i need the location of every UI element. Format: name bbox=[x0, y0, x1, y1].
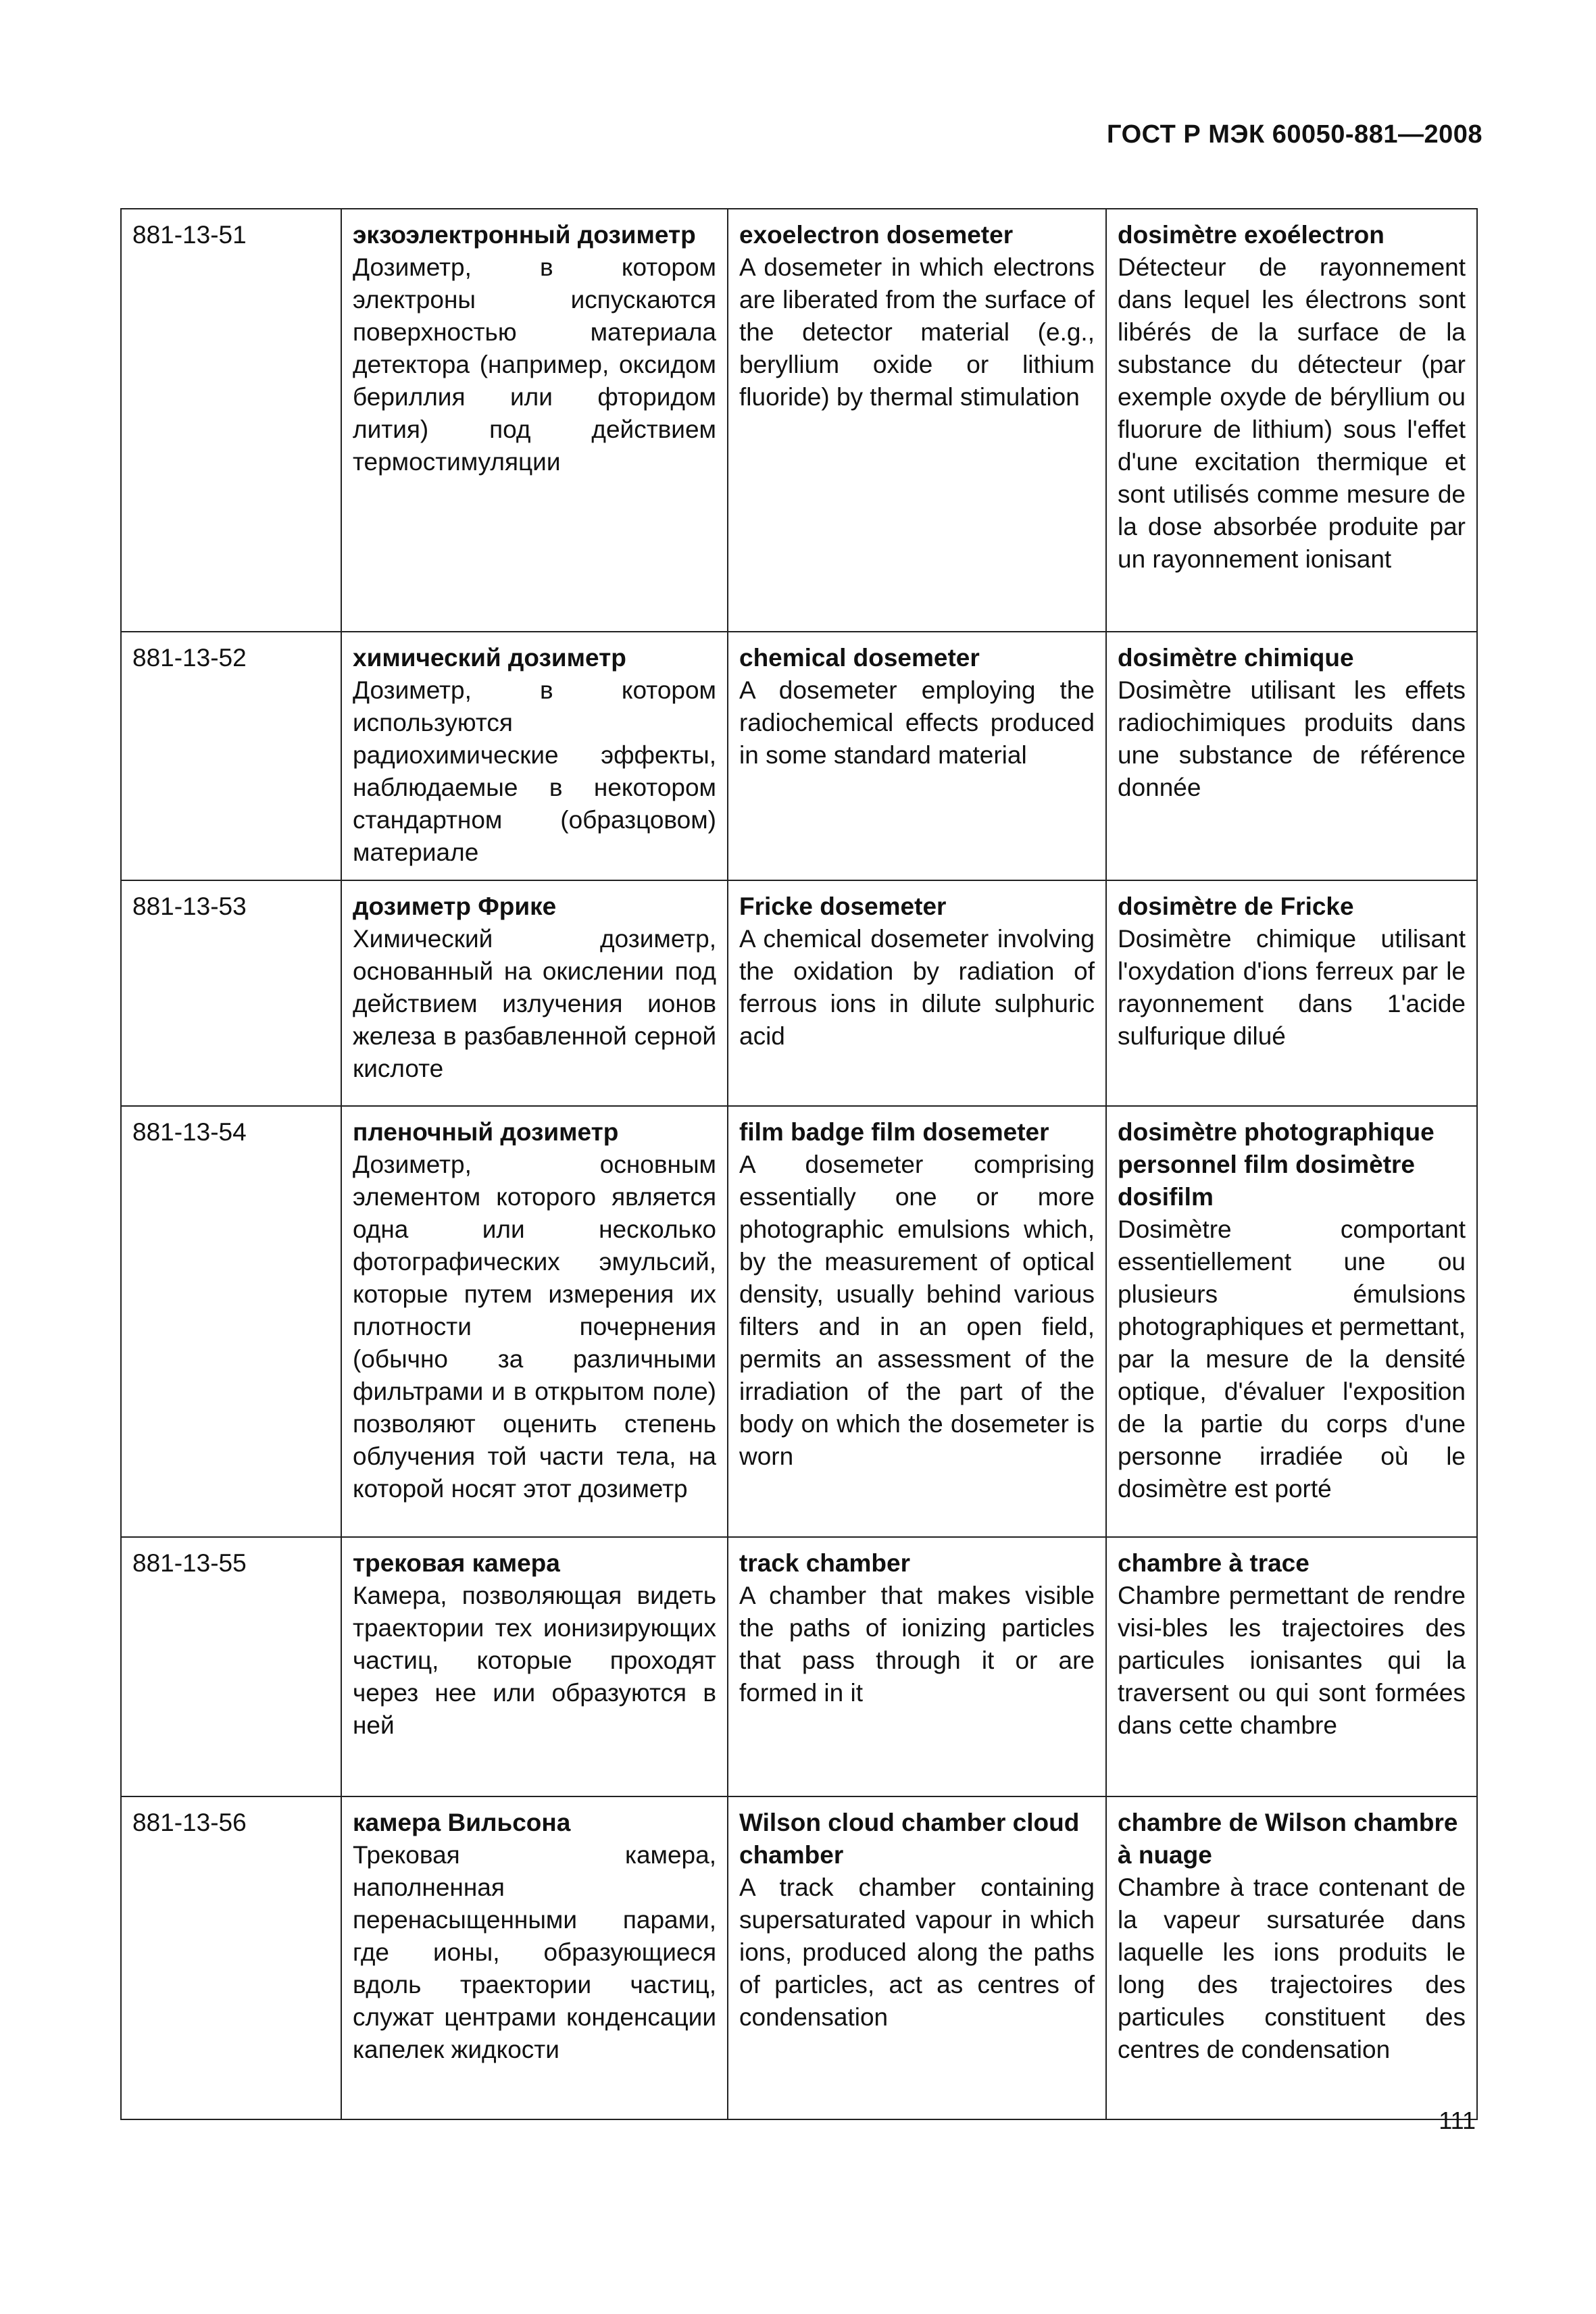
en-definition: A track chamber containing supersaturated vapour in which ions, produced along the paths of particles, act as centres of condensation bbox=[739, 1873, 1095, 2031]
standard-code-header: ГОСТ Р МЭК 60050-881—2008 bbox=[1107, 120, 1482, 149]
fr-definition: Chambre permettant de rendre visi-bles les trajectoires des particules ionisantes qui la traversent ou qui sont formées dans cette chambre bbox=[1118, 1582, 1466, 1739]
term-number: 881-13-52 bbox=[121, 632, 341, 880]
ru-definition: Трековая камера, наполненная перенасыщенными парами, где ионы, образующиеся вдоль траектории частиц, служат центрами конденсации капелек жидкости bbox=[353, 1841, 716, 2063]
ru-cell bbox=[341, 1537, 728, 1796]
en-cell bbox=[728, 880, 1106, 1106]
en-term: chemical dosemeter bbox=[739, 644, 980, 672]
fr-cell bbox=[1106, 209, 1477, 632]
en-term: Wilson cloud chamber cloud chamber bbox=[739, 1809, 1080, 1869]
ru-term: химический дозиметр bbox=[353, 644, 626, 672]
fr-definition: Dosimètre utilisant les effets radiochimiques produits dans une substance de référence donnée bbox=[1118, 676, 1466, 801]
table-row bbox=[121, 1796, 1477, 2119]
table-row bbox=[121, 880, 1477, 1106]
ru-definition: Камера, позволяющая видеть траектории тех ионизирующих частиц, которые проходят через нее или образуются в ней bbox=[353, 1582, 716, 1739]
fr-term: dosimètre exoélectron bbox=[1118, 221, 1385, 249]
term-number: 881-13-53 bbox=[121, 880, 341, 1106]
fr-term: dosimètre photographique personnel film dosimètre dosifilm bbox=[1118, 1118, 1435, 1211]
fr-definition: Détecteur de rayonnement dans lequel les électrons sont libérés de la surface de la substance du détecteur (par exemple oxyde de béryllium ou fluorure de lithium) sous l'effet d'une excitation thermique et sont utilisés comme mesure de la dose absorbée produite par un rayonnement ionisant bbox=[1118, 253, 1466, 573]
fr-cell bbox=[1106, 1796, 1477, 2119]
fr-term: dosimètre chimique bbox=[1118, 644, 1354, 672]
fr-definition: Dosimètre chimique utilisant l'oxydation d'ions ferreux par le rayonnement dans 1'acide sulfurique dilué bbox=[1118, 925, 1466, 1050]
fr-definition: Chambre à trace contenant de la vapeur sursaturée dans laquelle les ions produits le long des trajectoires des particules constituent des centres de condensation bbox=[1118, 1873, 1466, 2063]
ru-term: трековая камера bbox=[353, 1549, 560, 1577]
en-definition: A chamber that makes visible the paths of ionizing particles that pass through it or are formed in it bbox=[739, 1582, 1095, 1707]
ru-definition: Дозиметр, основным элементом которого является одна или несколько фотографических эмульсий, которые путем измерения их плотности почернения (обычно за различными фильтрами и в открытом поле) позволяют оценить степень облучения той части тела, на которой носят этот дозиметр bbox=[353, 1151, 716, 1503]
term-number: 881-13-51 bbox=[121, 209, 341, 632]
ru-cell bbox=[341, 209, 728, 632]
ru-term: дозиметр Фрике bbox=[353, 892, 557, 920]
ru-definition: Химический дозиметр, основанный на окислении под действием излучения ионов железа в разбавленной серной кислоте bbox=[353, 925, 716, 1082]
fr-term: chambre de Wilson chambre à nuage bbox=[1118, 1809, 1458, 1869]
ru-cell bbox=[341, 632, 728, 880]
ru-cell bbox=[341, 1106, 728, 1537]
en-term: film badge film dosemeter bbox=[739, 1118, 1049, 1146]
en-cell bbox=[728, 632, 1106, 880]
en-definition: A dosemeter comprising essentially one or more photographic emulsions which, by the measurement of optical density, usually behind various filters and in an open field, permits an assessment of the irradiation of the part of the body on which the dosemeter is worn bbox=[739, 1151, 1095, 1470]
en-cell bbox=[728, 1537, 1106, 1796]
table-row bbox=[121, 209, 1477, 632]
ru-definition: Дозиметр, в котором электроны испускаются поверхностью материала детектора (например, оксидом бериллия или фторидом лития) под действием термостимуляции bbox=[353, 253, 716, 476]
fr-cell bbox=[1106, 1106, 1477, 1537]
table-row bbox=[121, 1537, 1477, 1796]
en-definition: A dosemeter employing the radiochemical effects produced in some standard material bbox=[739, 676, 1095, 769]
fr-cell bbox=[1106, 1537, 1477, 1796]
fr-definition: Dosimètre comportant essentiellement une ou plusieurs émulsions photographiques et permettant, par la mesure de la densité optique, d'évaluer l'exposition de la partie du corps d'une personne irradiée où le dosimètre est porté bbox=[1118, 1215, 1466, 1503]
ru-term: экзоэлектронный дозиметр bbox=[353, 221, 696, 249]
fr-cell bbox=[1106, 632, 1477, 880]
ru-term: пленочный дозиметр bbox=[353, 1118, 619, 1146]
term-number: 881-13-56 bbox=[121, 1796, 341, 2119]
ru-cell bbox=[341, 880, 728, 1106]
fr-term: dosimètre de Fricke bbox=[1118, 892, 1354, 920]
en-cell bbox=[728, 209, 1106, 632]
fr-cell bbox=[1106, 880, 1477, 1106]
en-cell bbox=[728, 1106, 1106, 1537]
fr-term: chambre à trace bbox=[1118, 1549, 1310, 1577]
en-definition: A chemical dosemeter involving the oxidation by radiation of ferrous ions in dilute sulphuric acid bbox=[739, 925, 1095, 1050]
table-row bbox=[121, 632, 1477, 880]
table-row bbox=[121, 1106, 1477, 1537]
page-number: 111 bbox=[1439, 2107, 1476, 2134]
term-number: 881-13-55 bbox=[121, 1537, 341, 1796]
ru-term: камера Вильсона bbox=[353, 1809, 571, 1836]
en-term: Fricke dosemeter bbox=[739, 892, 947, 920]
term-number: 881-13-54 bbox=[121, 1106, 341, 1537]
terms-table bbox=[120, 208, 1478, 2120]
ru-definition: Дозиметр, в котором используются радиохимические эффекты, наблюдаемые в некотором стандартном (образцовом) материале bbox=[353, 676, 716, 866]
en-term: exoelectron dosemeter bbox=[739, 221, 1014, 249]
en-cell bbox=[728, 1796, 1106, 2119]
en-term: track chamber bbox=[739, 1549, 910, 1577]
en-definition: A dosemeter in which electrons are liberated from the surface of the detector material (e.g., beryllium oxide or lithium fluoride) by thermal stimulation bbox=[739, 253, 1095, 411]
ru-cell bbox=[341, 1796, 728, 2119]
